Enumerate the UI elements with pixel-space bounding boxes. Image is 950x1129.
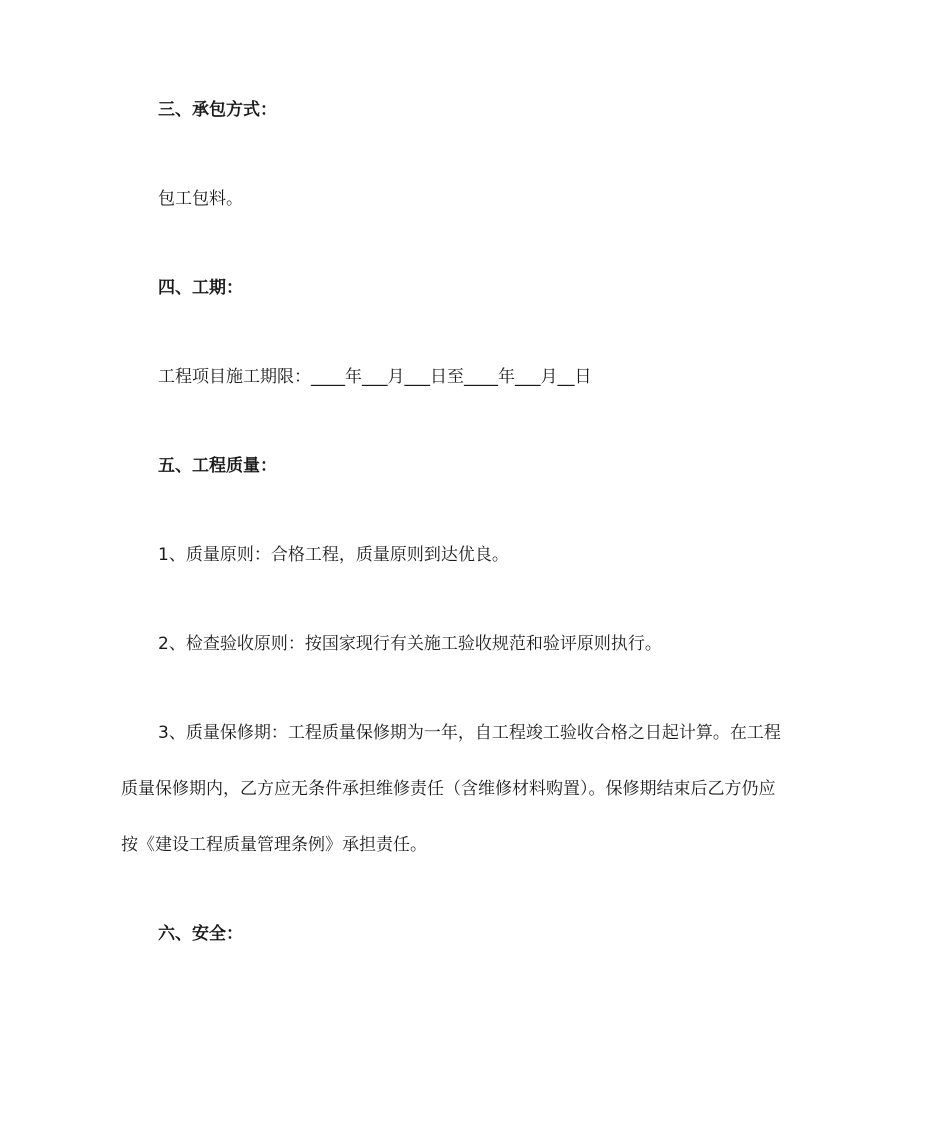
section-5-item-1: 1、质量原则：合格工程，质量原则到达优良。 bbox=[158, 545, 509, 565]
section-5-item-3-line-2: 质量保修期内，乙方应无条件承担维修责任（含维修材料购置）。保修期结束后乙方仍应 bbox=[121, 779, 776, 799]
section-5-item-2: 2、检查验收原则：按国家现行有关施工验收规范和验评原则执行。 bbox=[158, 634, 662, 654]
section-3-text: 包工包料。 bbox=[158, 189, 243, 209]
section-4-heading: 四、工期： bbox=[158, 278, 243, 298]
section-5-item-3-line-1: 3、质量保修期：工程质量保修期为一年，自工程竣工验收合格之日起计算。在工程 bbox=[158, 723, 781, 743]
section-6-heading: 六、安全： bbox=[158, 924, 243, 944]
section-3-heading: 三、承包方式： bbox=[158, 100, 277, 120]
section-5-heading: 五、工程质量： bbox=[158, 456, 277, 476]
section-5-item-3-line-3: 按《建设工程质量管理条例》承担责任。 bbox=[121, 835, 427, 855]
section-4-text: 工程项目施工期限：____年___月___日至____年___月__日 bbox=[158, 367, 592, 387]
